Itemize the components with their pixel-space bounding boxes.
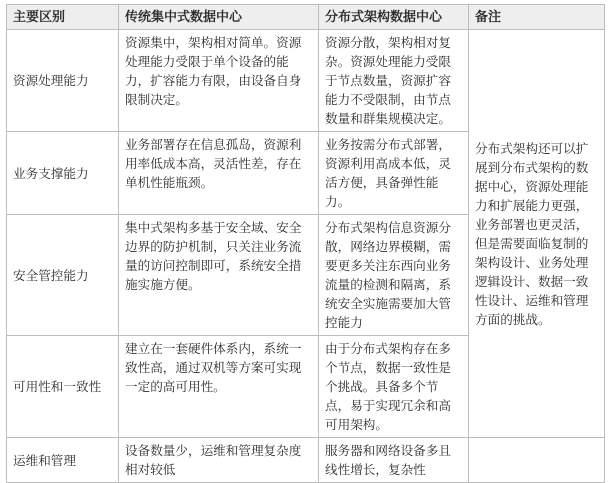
table-row xyxy=(7,438,605,483)
notes-cell-empty xyxy=(469,438,605,483)
cell-distributed: 由于分布式架构存在多个节点，数据一致性是个挑战。具备多个节点，易于实现冗余和高可用架构。 xyxy=(319,336,469,438)
row-label-business-support: 业务支撑能力 xyxy=(7,132,119,215)
comparison-table xyxy=(6,4,605,483)
cell-traditional: 建立在一套硬件体系内，系统一致性高，通过双机等方案可实现一定的高可用性。 xyxy=(119,336,319,438)
cell-distributed: 服务器和网络设备多且线性增长，复杂性 xyxy=(319,438,469,483)
cell-distributed: 业务按需分布式部署，资源利用高成本低，灵活方便，具备弹性能力。 xyxy=(319,132,469,215)
row-label-resource-processing: 资源处理能力 xyxy=(7,30,119,132)
cell-traditional: 集中式架构多基于安全域、安全边界的防护机制，只关注业务流量的访问控制即可，系统安全措施实施方便。 xyxy=(119,215,319,336)
comparison-table-container xyxy=(6,4,604,477)
row-label-operations-management: 运维和管理 xyxy=(7,438,119,483)
cell-traditional: 资源集中，架构相对简单。资源处理能力受限于单个设备的能力，扩容能力有限，由设备自身限制决定。 xyxy=(119,30,319,132)
header-main-difference: 主要区别 xyxy=(7,5,119,30)
row-label-availability-consistency: 可用性和一致性 xyxy=(7,336,119,438)
cell-distributed: 分布式架构信息资源分散，网络边界模糊，需要更多关注东西向业务流量的检测和隔离，系统安全实施需要加大管控能力 xyxy=(319,215,469,336)
header-row xyxy=(7,5,605,30)
cell-traditional: 业务部署存在信息孤岛，资源利用率低成本高，灵活性差，存在单机性能瓶颈。 xyxy=(119,132,319,215)
header-distributed-dc: 分布式架构数据中心 xyxy=(319,5,469,30)
notes-cell: 分布式架构还可以扩展到分布式架构的数据中心，资源处理能力和扩展能力更强，业务部署也更灵活，但是需要面临复制的架构设计、业务处理逻辑设计、数据一致性设计、运维和管理方面的挑战。 xyxy=(469,30,605,438)
cell-distributed: 资源分散，架构相对复杂。资源处理能力受限于节点数量，资源扩容能力不受限制，由节点数量和群集规模决定。 xyxy=(319,30,469,132)
cell-traditional: 设备数量少，运维和管理复杂度相对较低 xyxy=(119,438,319,483)
table-row xyxy=(7,30,605,132)
header-traditional-dc: 传统集中式数据中心 xyxy=(119,5,319,30)
header-notes: 备注 xyxy=(469,5,605,30)
row-label-security-control: 安全管控能力 xyxy=(7,215,119,336)
